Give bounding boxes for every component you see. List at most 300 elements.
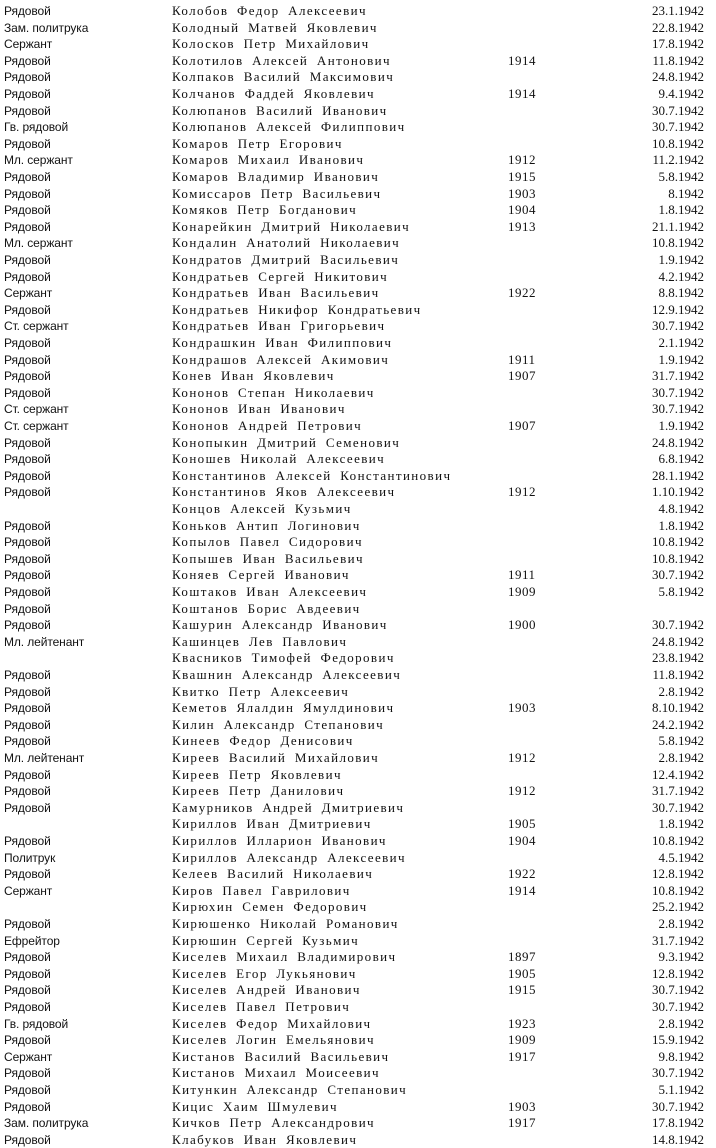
birth-year-cell: 1922 (508, 285, 536, 301)
name-cell: Конопыкин Дмитрий Семенович (172, 434, 401, 450)
death-date-cell: 17.8.1942 (652, 36, 704, 52)
death-date-cell: 1.8.1942 (658, 517, 704, 533)
rank-cell: Рядовой (4, 53, 51, 68)
name-cell: Колотилов Алексей Антонович (172, 52, 391, 68)
rank-cell: Гв. рядовой (4, 1016, 69, 1031)
rank-cell: Рядовой (4, 369, 51, 384)
death-date-cell: 22.8.1942 (652, 19, 704, 35)
death-date-cell: 1.9.1942 (658, 252, 704, 267)
list-row (0, 219, 716, 236)
birth-year-cell: 1915 (508, 982, 536, 998)
death-date-cell: 30.7.1942 (652, 401, 704, 417)
death-date-cell: 10.8.1942 (652, 833, 704, 848)
birth-year-cell: 1904 (508, 833, 536, 848)
death-date-cell: 5.8.1942 (658, 169, 704, 184)
list-row (0, 850, 716, 867)
name-cell: Комиссаров Петр Васильевич (172, 185, 382, 201)
list-row (0, 1099, 716, 1116)
death-date-cell: 17.8.1942 (652, 1115, 704, 1131)
list-row (0, 169, 716, 186)
name-cell: Квасников Тимофей Федорович (172, 650, 395, 666)
rank-cell: Рядовой (4, 585, 51, 599)
list-row (0, 833, 716, 850)
death-date-cell: 24.8.1942 (652, 434, 704, 450)
rank-cell: Рядовой (4, 302, 51, 317)
rank-cell: Сержант (4, 286, 53, 301)
list-row (0, 53, 716, 70)
death-date-cell: 21.1.1942 (652, 218, 704, 234)
death-date-cell: 28.1.1942 (652, 467, 704, 483)
birth-year-cell: 1914 (508, 86, 536, 101)
birth-year-cell: 1907 (508, 368, 536, 384)
death-date-cell: 9.3.1942 (658, 949, 704, 965)
rank-cell: Рядовой (4, 87, 51, 101)
name-cell: Квашнин Александр Алексеевич (172, 667, 402, 682)
name-cell: Коняев Сергей Иванович (172, 567, 350, 583)
death-date-cell: 24.8.1942 (652, 69, 704, 85)
death-date-cell: 30.7.1942 (652, 1065, 704, 1081)
death-date-cell: 5.1.1942 (658, 1082, 704, 1097)
rank-cell: Ст. сержант (4, 319, 69, 334)
death-date-cell: 23.1.1942 (652, 3, 704, 18)
list-row (0, 601, 716, 618)
rank-cell: Мл. сержант (4, 236, 73, 251)
death-date-cell: 30.7.1942 (652, 567, 704, 583)
death-date-cell: 12.8.1942 (652, 866, 704, 882)
rank-cell: Рядовой (4, 966, 51, 981)
birth-year-cell: 1904 (508, 202, 536, 218)
birth-year-cell: 1914 (508, 882, 536, 898)
list-row (0, 501, 716, 518)
death-date-cell: 30.7.1942 (652, 119, 704, 135)
list-row (0, 484, 716, 501)
list-row (0, 1016, 716, 1033)
death-date-cell: 30.7.1942 (652, 1098, 704, 1114)
rank-cell: Рядовой (4, 1033, 51, 1048)
rank-cell: Сержант (4, 1049, 53, 1064)
list-row (0, 816, 716, 833)
rank-cell: Рядовой (4, 253, 51, 267)
rank-cell: Рядовой (4, 269, 51, 284)
rank-cell: Рядовой (4, 452, 51, 467)
name-cell: Колпаков Василий Максимович (172, 69, 395, 85)
name-cell: Кондратьев Иван Васильевич (172, 285, 380, 301)
list-row (0, 916, 716, 933)
name-cell: Копылов Павел Сидорович (172, 534, 363, 550)
name-cell: Комаров Михаил Иванович (172, 152, 365, 168)
rank-cell: Рядовой (4, 784, 51, 799)
list-row (0, 1082, 716, 1099)
list-row (0, 949, 716, 966)
death-date-cell: 1.8.1942 (658, 202, 704, 218)
name-cell: Киров Павел Гаврилович (172, 882, 351, 898)
list-row (0, 202, 716, 219)
death-date-cell: 23.8.1942 (652, 650, 704, 666)
birth-year-cell: 1903 (508, 1098, 536, 1114)
name-cell: Киреев Петр Данилович (172, 783, 345, 799)
name-cell: Киселев Павел Петрович (172, 999, 351, 1014)
list-row (0, 1132, 716, 1148)
name-cell: Кинеев Федор Денисович (172, 733, 354, 749)
list-row (0, 385, 716, 402)
name-cell: Конев Иван Яковлевич (172, 368, 335, 384)
rank-cell: Рядовой (4, 717, 51, 732)
name-cell: Клабуков Иван Яковлевич (172, 1131, 358, 1147)
list-row (0, 335, 716, 352)
name-cell: Копышев Иван Васильевич (172, 550, 364, 566)
list-row (0, 733, 716, 750)
rank-cell: Рядовой (4, 518, 51, 533)
death-date-cell: 30.7.1942 (652, 799, 704, 815)
list-row (0, 866, 716, 883)
list-row (0, 518, 716, 535)
death-date-cell: 30.7.1942 (652, 318, 704, 334)
list-row (0, 933, 716, 950)
death-date-cell: 25.2.1942 (652, 899, 704, 915)
name-cell: Коньков Антип Логинович (172, 517, 361, 533)
name-cell: Килин Александр Степанович (172, 716, 385, 732)
death-date-cell: 15.9.1942 (652, 1032, 704, 1048)
rank-cell: Рядовой (4, 684, 51, 699)
list-row (0, 269, 716, 286)
rank-cell: Зам. политрука (4, 20, 89, 35)
rank-cell: Мл. лейтенант (4, 634, 85, 649)
rank-cell: Рядовой (4, 4, 51, 18)
list-row (0, 567, 716, 584)
death-date-cell: 4.8.1942 (658, 501, 704, 516)
rank-cell: Рядовой (4, 834, 51, 848)
list-row (0, 1065, 716, 1082)
list-row (0, 318, 716, 335)
rank-cell: Рядовой (4, 1132, 51, 1147)
name-cell: Комяков Петр Богданович (172, 202, 358, 218)
death-date-cell: 2.8.1942 (658, 750, 704, 765)
list-row (0, 451, 716, 468)
death-date-cell: 9.8.1942 (658, 1048, 704, 1064)
name-cell: Колобов Федор Алексеевич (172, 3, 367, 18)
death-date-cell: 11.8.1942 (652, 667, 704, 682)
death-date-cell: 8.10.1942 (652, 700, 704, 716)
list-row (0, 285, 716, 302)
name-cell: Киселев Андрей Иванович (172, 982, 361, 998)
list-row (0, 650, 716, 667)
name-cell: Кирюхин Семен Федорович (172, 899, 368, 915)
rank-cell: Гв. рядовой (4, 120, 69, 135)
name-cell: Келеев Василий Николаевич (172, 866, 374, 882)
name-cell: Киселев Егор Лукьянович (172, 965, 357, 981)
rank-cell: Рядовой (4, 867, 51, 882)
rank-cell: Сержант (4, 37, 53, 52)
birth-year-cell: 1909 (508, 1032, 536, 1048)
name-cell: Кистанов Василий Васильевич (172, 1048, 390, 1064)
rank-cell: Рядовой (4, 551, 51, 566)
list-row (0, 700, 716, 717)
rank-cell: Рядовой (4, 336, 51, 350)
name-cell: Кицис Хаим Шмулевич (172, 1098, 338, 1114)
death-date-cell: 4.2.1942 (658, 268, 704, 284)
death-date-cell: 24.8.1942 (652, 633, 704, 649)
rank-cell: Рядовой (4, 767, 51, 782)
list-row (0, 468, 716, 485)
rank-cell: Рядовой (4, 668, 51, 682)
death-date-cell: 10.8.1942 (652, 135, 704, 151)
death-date-cell: 2.8.1942 (658, 916, 704, 931)
death-date-cell: 1.9.1942 (658, 418, 704, 433)
rank-cell: Рядовой (4, 435, 51, 450)
list-row (0, 69, 716, 86)
list-row (0, 20, 716, 37)
list-row (0, 750, 716, 767)
birth-year-cell: 1897 (508, 949, 536, 965)
death-date-cell: 31.7.1942 (652, 368, 704, 384)
death-date-cell: 30.7.1942 (652, 617, 704, 633)
name-cell: Константинов Яков Алексеевич (172, 484, 396, 500)
list-row (0, 119, 716, 136)
birth-year-cell: 1903 (508, 700, 536, 716)
list-row (0, 999, 716, 1016)
name-cell: Квитко Петр Алексеевич (172, 683, 350, 699)
name-cell: Кирюшин Сергей Кузьмич (172, 932, 360, 948)
birth-year-cell: 1923 (508, 1015, 536, 1031)
name-cell: Киселев Федор Михайлович (172, 1015, 372, 1031)
rank-cell: Рядовой (4, 385, 51, 400)
birth-year-cell: 1913 (508, 218, 536, 234)
birth-year-cell: 1905 (508, 816, 536, 832)
birth-year-cell: 1917 (508, 1048, 536, 1064)
name-cell: Киселев Логин Емельянович (172, 1032, 375, 1048)
rank-cell: Рядовой (4, 701, 51, 716)
name-cell: Кононов Андрей Петрович (172, 418, 363, 433)
rank-cell: Рядовой (4, 983, 51, 998)
rank-cell: Рядовой (4, 734, 51, 749)
list-row (0, 534, 716, 551)
name-cell: Кононов Иван Иванович (172, 401, 346, 417)
list-row (0, 368, 716, 385)
death-date-cell: 12.4.1942 (652, 766, 704, 782)
rank-cell: Мл. сержант (4, 153, 73, 168)
rank-cell: Ст. сержант (4, 419, 69, 433)
death-date-cell: 12.9.1942 (652, 301, 704, 317)
name-cell: Китункин Александр Степанович (172, 1082, 408, 1097)
death-date-cell: 4.5.1942 (658, 849, 704, 865)
rank-cell: Сержант (4, 883, 53, 898)
list-row (0, 3, 716, 20)
rank-cell: Рядовой (4, 1066, 51, 1081)
death-date-cell: 6.8.1942 (658, 451, 704, 467)
rank-cell: Рядовой (4, 468, 51, 483)
list-row (0, 584, 716, 601)
death-date-cell: 1.9.1942 (658, 351, 704, 367)
rank-cell: Рядовой (4, 1099, 51, 1114)
birth-year-cell: 1914 (508, 52, 536, 68)
name-cell: Кондрашкин Иван Филиппович (172, 335, 393, 350)
rank-cell: Рядовой (4, 203, 51, 218)
rank-cell: Рядовой (4, 70, 51, 85)
name-cell: Колюпанов Алексей Филиппович (172, 119, 406, 135)
name-cell: Кеметов Ялалдин Ямулдинович (172, 700, 395, 716)
death-date-cell: 11.2.1942 (652, 152, 704, 168)
rank-cell: Рядовой (4, 136, 51, 151)
death-date-cell: 24.2.1942 (652, 716, 704, 732)
name-cell: Кондратьев Сергей Никитович (172, 268, 389, 284)
rank-cell: Мл. лейтенант (4, 751, 85, 765)
list-row (0, 136, 716, 153)
birth-year-cell: 1909 (508, 584, 536, 599)
birth-year-cell: 1905 (508, 965, 536, 981)
death-date-cell: 8.1942 (668, 185, 704, 201)
name-cell: Кириллов Александр Алексеевич (172, 849, 406, 865)
list-row (0, 103, 716, 120)
name-cell: Концов Алексей Кузьмич (172, 501, 352, 516)
death-date-cell: 30.7.1942 (652, 384, 704, 400)
list-row (0, 435, 716, 452)
rank-cell: Рядовой (4, 1083, 51, 1097)
list-row (0, 1049, 716, 1066)
rank-cell: Рядовой (4, 1000, 51, 1014)
death-date-cell: 1.10.1942 (652, 484, 704, 500)
death-date-cell: 1.8.1942 (658, 816, 704, 832)
name-cell: Конарейкин Дмитрий Николаевич (172, 218, 411, 234)
name-cell: Кондратов Дмитрий Васильевич (172, 252, 400, 267)
list-row (0, 302, 716, 319)
name-cell: Комаров Петр Егорович (172, 135, 343, 151)
name-cell: Коштанов Борис Авдеевич (172, 600, 361, 616)
list-row (0, 1032, 716, 1049)
death-date-cell: 2.1.1942 (658, 335, 704, 350)
name-cell: Кондратьев Иван Григорьевич (172, 318, 386, 334)
death-date-cell: 30.7.1942 (652, 999, 704, 1014)
name-cell: Кичков Петр Александрович (172, 1115, 375, 1131)
rank-cell: Рядовой (4, 618, 51, 633)
list-row (0, 800, 716, 817)
list-row (0, 717, 716, 734)
name-cell: Кононов Степан Николаевич (172, 384, 375, 400)
rank-cell: Рядовой (4, 950, 51, 965)
rank-cell: Рядовой (4, 535, 51, 550)
death-date-cell: 8.8.1942 (658, 285, 704, 301)
name-cell: Кондратьев Никифор Кондратьевич (172, 301, 422, 317)
list-row (0, 966, 716, 983)
list-row (0, 235, 716, 252)
list-row (0, 684, 716, 701)
rank-cell: Рядовой (4, 352, 51, 367)
rank-cell: Зам. политрука (4, 1116, 89, 1131)
death-date-cell: 2.8.1942 (658, 683, 704, 699)
name-cell: Колюпанов Василий Иванович (172, 102, 388, 118)
list-row (0, 1115, 716, 1132)
rank-cell: Рядовой (4, 601, 51, 616)
rank-cell: Политрук (4, 850, 56, 865)
name-cell: Кашинцев Лев Павлович (172, 633, 348, 649)
rank-cell: Рядовой (4, 800, 51, 815)
birth-year-cell: 1900 (508, 617, 536, 633)
name-cell: Кириллов Иван Дмитриевич (172, 816, 372, 832)
name-cell: Коношев Николай Алексеевич (172, 451, 386, 467)
name-cell: Кириллов Илларион Иванович (172, 833, 387, 848)
list-row (0, 783, 716, 800)
death-date-cell: 2.8.1942 (658, 1015, 704, 1031)
name-cell: Камурников Андрей Дмитриевич (172, 799, 405, 815)
list-row (0, 152, 716, 169)
list-row (0, 899, 716, 916)
death-date-cell: 31.7.1942 (652, 932, 704, 948)
rank-cell: Рядовой (4, 568, 51, 583)
name-cell: Кирюшенко Николай Романович (172, 916, 399, 931)
name-cell: Константинов Алексей Константинович (172, 467, 452, 483)
rank-cell: Рядовой (4, 485, 51, 500)
death-date-cell: 30.7.1942 (652, 102, 704, 118)
rank-cell: Рядовой (4, 186, 51, 201)
rank-cell: Рядовой (4, 170, 51, 184)
death-date-cell: 9.4.1942 (658, 86, 704, 101)
birth-year-cell: 1917 (508, 1115, 536, 1131)
rank-cell: Ст. сержант (4, 402, 69, 417)
list-row (0, 551, 716, 568)
name-cell: Коштаков Иван Алексеевич (172, 584, 368, 599)
birth-year-cell: 1912 (508, 750, 536, 765)
list-row (0, 186, 716, 203)
name-cell: Кондрашов Алексей Акимович (172, 351, 390, 367)
list-row (0, 767, 716, 784)
death-date-cell: 5.8.1942 (658, 584, 704, 599)
name-cell: Комаров Владимир Иванович (172, 169, 380, 184)
name-cell: Колчанов Фаддей Яковлевич (172, 86, 375, 101)
name-cell: Киреев Василий Михайлович (172, 750, 380, 765)
birth-year-cell: 1912 (508, 484, 536, 500)
rank-cell: Ефрейтор (4, 933, 60, 948)
death-date-cell: 10.8.1942 (652, 235, 704, 251)
list-row (0, 36, 716, 53)
list-row (0, 883, 716, 900)
birth-year-cell: 1903 (508, 185, 536, 201)
death-date-cell: 12.8.1942 (652, 965, 704, 981)
death-date-cell: 10.8.1942 (652, 882, 704, 898)
name-cell: Кондалин Анатолий Николаевич (172, 235, 401, 251)
list-row (0, 982, 716, 999)
birth-year-cell: 1912 (508, 783, 536, 799)
death-date-cell: 14.8.1942 (652, 1131, 704, 1147)
list-row (0, 418, 716, 435)
name-cell: Колосков Петр Михайлович (172, 36, 370, 52)
death-date-cell: 10.8.1942 (652, 550, 704, 566)
birth-year-cell: 1911 (508, 567, 536, 583)
death-date-cell: 31.7.1942 (652, 783, 704, 799)
birth-year-cell: 1922 (508, 866, 536, 882)
rank-cell: Рядовой (4, 103, 51, 118)
birth-year-cell: 1912 (508, 152, 536, 168)
name-cell: Колодный Матвей Яковлевич (172, 19, 378, 35)
list-row (0, 352, 716, 369)
death-date-cell: 5.8.1942 (658, 733, 704, 749)
rank-cell: Рядовой (4, 917, 51, 931)
death-date-cell: 30.7.1942 (652, 982, 704, 998)
name-cell: Киреев Петр Яковлевич (172, 766, 342, 782)
list-row (0, 401, 716, 418)
name-cell: Кашурин Александр Иванович (172, 617, 388, 633)
name-cell: Кистанов Михаил Моисеевич (172, 1065, 380, 1081)
list-row (0, 252, 716, 269)
death-date-cell: 11.8.1942 (652, 52, 704, 68)
birth-year-cell: 1907 (508, 418, 536, 433)
birth-year-cell: 1911 (508, 351, 536, 367)
list-row (0, 86, 716, 103)
rank-cell: Рядовой (4, 219, 51, 234)
birth-year-cell: 1915 (508, 169, 536, 184)
list-row (0, 634, 716, 651)
list-row (0, 667, 716, 684)
list-row (0, 617, 716, 634)
name-cell: Киселев Михаил Владимирович (172, 949, 397, 965)
